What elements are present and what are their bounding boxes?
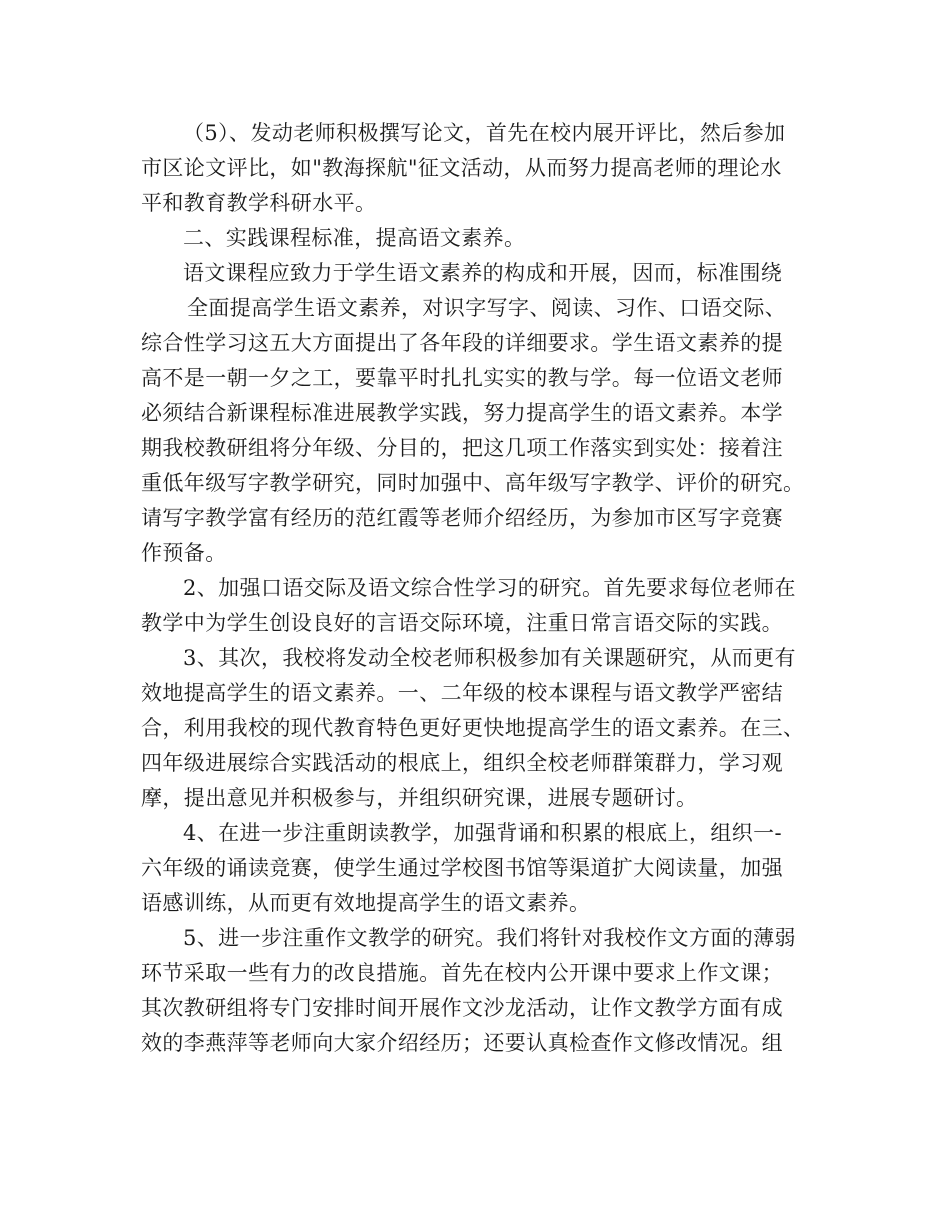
text-line: 期我校教研组将分年级、分目的，把这几项工作落实到实处：接着注 [141,436,783,460]
text-line: （5）、发动老师积极撰写论文，首先在校内展开评比，然后参加 [183,121,786,145]
text-line: 六年级的诵读竞赛，使学生通过学校图书馆等渠道扩大阅读量，加强 [141,856,783,880]
text-line: 4、在进一步注重朗读教学，加强背诵和积累的根底上，组织一- [183,821,783,845]
text-line: 教学中为学生创设良好的言语交际环境，注重日常言语交际的实践。 [141,611,783,635]
text-line: 平和教育教学科研水平。 [141,191,377,215]
section-heading: 二、实践课程标准，提高语文素养。 [183,226,526,250]
text-line: 效地提高学生的语文素养。一、二年级的校本课程与语文教学严密结 [141,681,783,705]
text-line: 高不是一朝一夕之工，要靠平时扎扎实实的教与学。每一位语文老师 [141,366,783,390]
text-line: 语文课程应致力于学生语文素养的构成和开展，因而，标准围绕 [183,261,783,285]
text-line: 作预备。 [141,541,227,565]
text-line: 市区论文评比，如"教海探航"征文活动，从而努力提高老师的理论水 [141,156,782,180]
text-line: 四年级进展综合实践活动的根底上，组织全校老师群策群力，学习观 [141,751,783,775]
text-line: 重低年级写字教学研究，同时加强中、高年级写字教学、评价的研究。 [141,471,805,495]
text-line: 必须结合新课程标准进展教学实践，努力提高学生的语文素养。本学 [141,401,783,425]
text-line: 其次教研组将专门安排时间开展作文沙龙活动，让作文教学方面有成 [141,996,783,1020]
text-line: 3、其次，我校将发动全校老师积极参加有关课题研究，从而更有 [183,646,796,670]
text-line: 合，利用我校的现代教育特色更好更快地提高学生的语文素养。在三、 [141,716,805,740]
text-line: 2、加强口语交际及语文综合性学习的研究。首先要求每位老师在 [183,576,796,600]
text-line: 语感训练，从而更有效地提高学生的语文素养。 [141,891,591,915]
text-line: 请写字教学富有经历的范红霞等老师介绍经历，为参加市区写字竞赛 [141,506,783,530]
text-line: 环节采取一些有力的改良措施。首先在校内公开课中要求上作文课； [141,961,783,985]
text-line: 效的李燕萍等老师向大家介绍经历；还要认真检查作文修改情况。组 [141,1031,783,1055]
text-line: 摩，提出意见并积极参与，并组织研究课，进展专题研讨。 [141,786,698,810]
text-line: 综合性学习这五大方面提出了各年段的详细要求。学生语文素养的提 [141,331,783,355]
text-line: 5、进一步注重作文教学的研究。我们将针对我校作文方面的薄弱 [183,926,796,950]
text-line: 全面提高学生语文素养，对识字写字、阅读、习作、口语交际、 [187,296,787,320]
